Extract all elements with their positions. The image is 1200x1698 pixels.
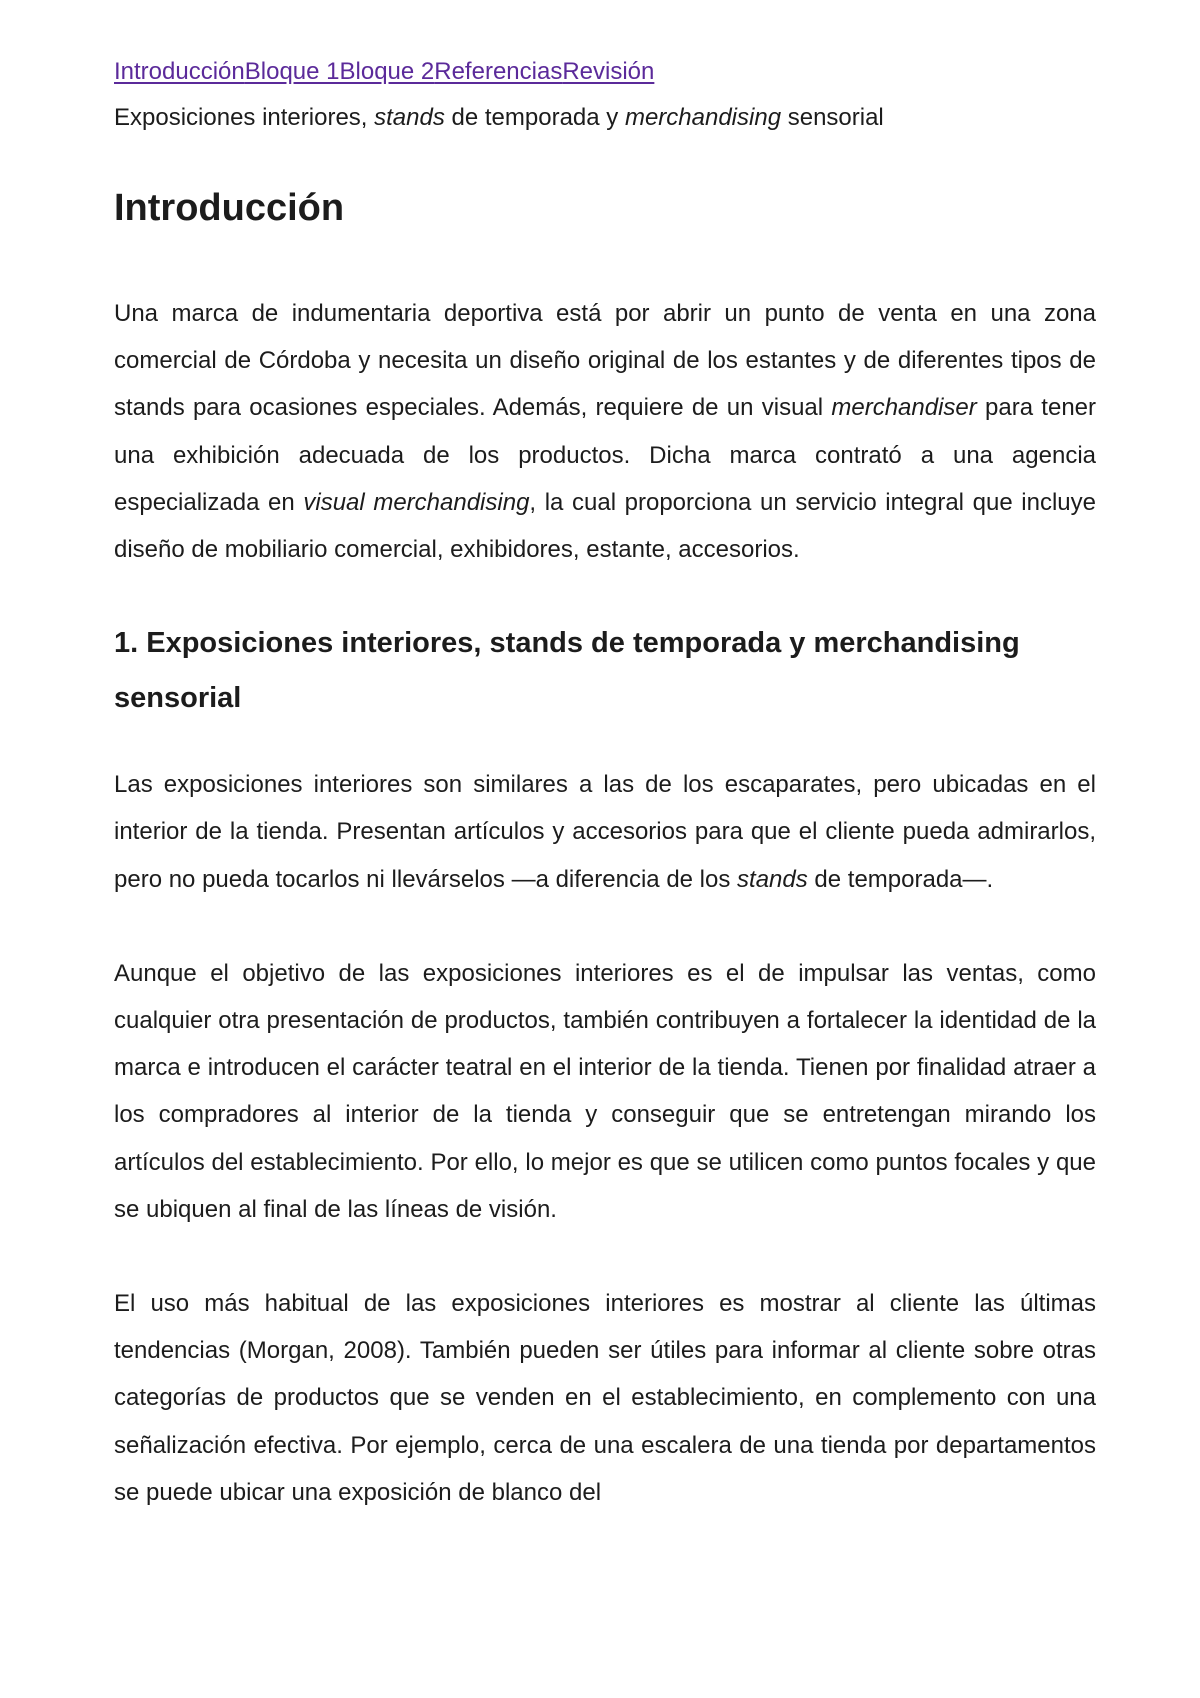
section-1-paragraph-3: El uso más habitual de las exposiciones interiores es mostrar al cliente las últimas tendencias (Morgan, 2008). También pueden ser útiles para informar al cliente sobre otras categorías de productos que se venden en el establecimiento, en complemento con una señalización efectiva. Por ejemplo, cerca de una escalera de una tienda por departamentos se puede ubicar una exposición de blanco del: [114, 1290, 1096, 1506]
document-page: [114, 56, 1096, 1516]
nav-link-bloque-1[interactable]: Bloque 1: [244, 58, 340, 85]
intro-heading: Introducción: [114, 187, 345, 229]
nav-link-referencias[interactable]: Referencias: [434, 58, 563, 85]
top-navigation: [114, 56, 1096, 88]
section-1-heading: 1. Exposiciones interiores, stands de temporada y merchandising sensorial: [114, 627, 1020, 715]
nav-link-revision[interactable]: Revisión: [562, 58, 655, 85]
nav-link-bloque-2[interactable]: Bloque 2: [339, 58, 435, 85]
document-subtitle: Exposiciones interiores, stands de temporada y merchandising sensorial: [114, 104, 884, 131]
section-1-paragraph-1: Las exposiciones interiores son similares a las de los escaparates, pero ubicadas en el interior de la tienda. Presentan artículos y accesorios para que el cliente pueda admirarlos, pero no pueda tocarlos ni llevárselos —a diferencia de los stands de temporada—.: [114, 771, 1096, 893]
section-1-paragraph-2: Aunque el objetivo de las exposiciones interiores es el de impulsar las ventas, como cualquier otra presentación de productos, también contribuyen a fortalecer la identidad de la marca e introducen el carácter teatral en el interior de la tienda. Tienen por finalidad atraer a los compradores al interior de la tienda y conseguir que se entretengan mirando los artículos del establecimiento. Por ello, lo mejor es que se utilicen como puntos focales y que se ubiquen al final de las líneas de visión.: [114, 959, 1096, 1223]
intro-paragraph: Una marca de indumentaria deportiva está por abrir un punto de venta en una zona comercial de Córdoba y necesita un diseño original de los estantes y de diferentes tipos de stands para ocasiones especiales. Además, requiere de un visual merchandiser para tener una exhibición adecuada de los productos. Dicha marca contrató a una agencia especializada en visual merchandising, la cual proporciona un servicio integral que incluye diseño de mobiliario comercial, exhibidores, estante, accesorios.: [114, 300, 1097, 564]
nav-link-introduccion[interactable]: Introducción: [114, 58, 245, 85]
